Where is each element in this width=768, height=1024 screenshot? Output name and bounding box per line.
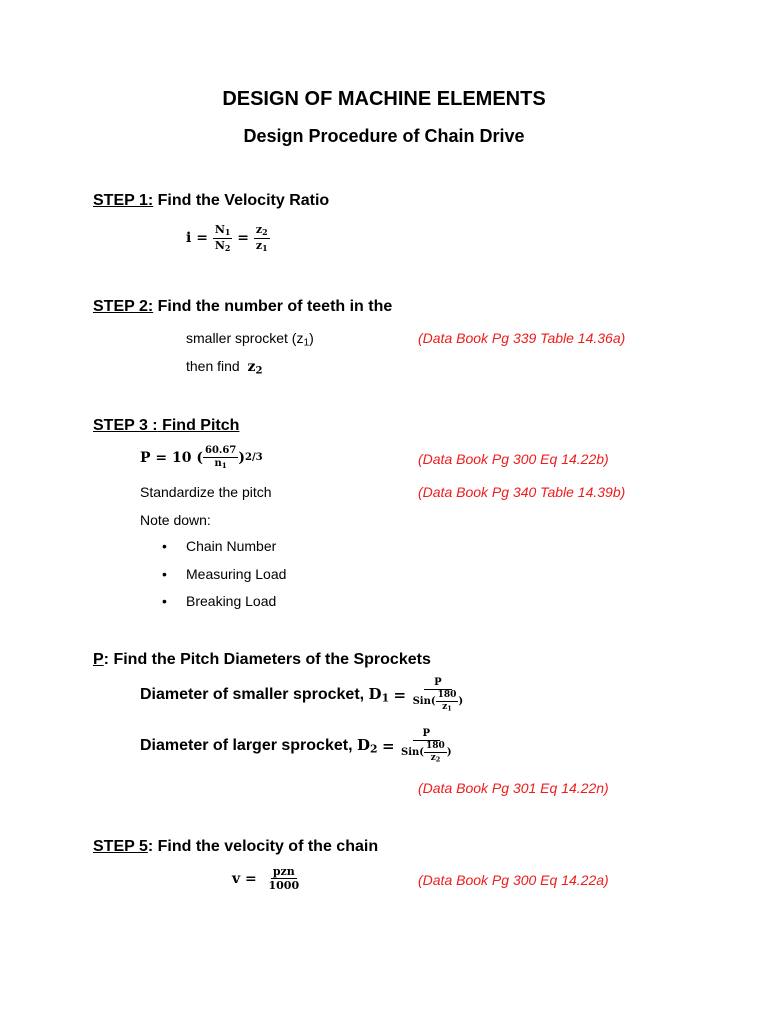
n1-symbol: N <box>214 223 225 236</box>
step3-formula-reference: (Data Book Pg 300 Eq 14.22b) <box>418 451 609 467</box>
z2-variable <box>248 359 263 375</box>
n2-symbol: N <box>214 238 225 252</box>
angle-numerator: 180 <box>437 690 457 700</box>
step1-number: STEP 1: <box>93 192 154 209</box>
d2-variable <box>357 736 378 756</box>
step3-title: Find Pitch <box>157 417 240 434</box>
angle-fraction <box>424 742 447 763</box>
d1-fraction <box>411 678 466 712</box>
z-symbol: z <box>430 753 436 763</box>
d1-variable <box>369 685 390 705</box>
d1-subscript: 1 <box>381 691 390 705</box>
ratio-equals: = <box>237 230 249 247</box>
sin-function: Sin( <box>412 695 436 707</box>
note-down-text: Note down: <box>140 512 211 528</box>
step2-number: STEP 2: <box>93 298 154 315</box>
step5-title: : Find the velocity of the chain <box>147 838 379 855</box>
d2-label: Diameter of larger sprocket, <box>140 737 353 755</box>
pitch-exponent: 2/3 <box>244 452 263 463</box>
step2-line2 <box>186 358 262 377</box>
step2-heading <box>93 298 392 316</box>
z-ratio-fraction <box>254 224 270 253</box>
pitch-symbol: P <box>140 449 151 466</box>
z-symbol: z <box>247 359 256 375</box>
step3-number: STEP 3 : <box>93 417 158 434</box>
z2-subscript: 2 <box>435 755 441 764</box>
bullet-item <box>162 593 277 609</box>
smaller-sprocket-text: smaller sprocket (z <box>186 330 304 346</box>
velocity-numerator: pzn <box>272 865 295 878</box>
pitch-formula <box>140 446 263 469</box>
bullet-item <box>162 538 277 554</box>
step1-title: Find the Velocity Ratio <box>153 192 330 209</box>
z1-subscript: 1 <box>262 243 268 253</box>
pitch-fraction <box>203 446 238 469</box>
velocity-lhs: v = <box>232 870 257 887</box>
velocity-fraction <box>267 866 302 891</box>
z2-symbol: z <box>255 223 263 236</box>
z1-subscript: 1 <box>447 704 452 713</box>
step4-number: P <box>93 651 104 668</box>
step5-heading <box>93 838 378 856</box>
pitch-close-paren: ) <box>238 449 245 466</box>
sin-close-paren: ) <box>446 746 452 758</box>
step5-number: STEP 5 <box>93 838 148 855</box>
n2-subscript: 2 <box>224 243 231 253</box>
bullet-icon: • <box>162 566 167 582</box>
n-symbol: n <box>214 458 222 469</box>
velocity-ratio-formula <box>186 224 270 253</box>
standardize-reference: (Data Book Pg 340 Table 14.39b) <box>418 484 626 500</box>
z2-subscript: 2 <box>262 227 268 237</box>
bullet-measuring-load: Measuring Load <box>186 566 287 582</box>
step1-heading <box>93 192 329 210</box>
close-paren: ) <box>309 330 314 346</box>
d-symbol: D <box>368 685 382 704</box>
step5-reference: (Data Book Pg 300 Eq 14.22a) <box>418 872 609 888</box>
then-find-text: then find <box>186 358 240 374</box>
d-symbol: D <box>356 736 370 755</box>
sin-function: Sin( <box>401 746 425 758</box>
document-title: DESIGN OF MACHINE ELEMENTS <box>222 88 546 110</box>
step2-title: Find the number of teeth in the <box>153 298 393 315</box>
standardize-pitch-text: Standardize the pitch <box>140 484 272 500</box>
d2-subscript: 2 <box>370 742 378 756</box>
d1-numerator: P <box>424 678 452 690</box>
bullet-item <box>162 566 287 582</box>
d1-formula <box>140 678 465 712</box>
bullet-icon: • <box>162 593 167 609</box>
n1-subscript: 1 <box>224 227 231 237</box>
d2-fraction <box>399 729 454 763</box>
sin-close-paren: ) <box>458 695 464 707</box>
angle-numerator: 180 <box>426 741 445 751</box>
step2-reference: (Data Book Pg 339 Table 14.36a) <box>418 330 626 346</box>
pitch-numerator: 60.67 <box>205 445 237 456</box>
d1-label: Diameter of smaller sprocket, <box>140 686 365 704</box>
z1-symbol: z <box>255 238 263 252</box>
bullet-chain-number: Chain Number <box>186 538 277 554</box>
document-subtitle: Design Procedure of Chain Drive <box>243 126 525 146</box>
angle-fraction <box>436 691 459 712</box>
pitch-equals: = 10 ( <box>155 449 203 466</box>
step3-heading <box>93 417 239 435</box>
step2-line1 <box>186 330 314 349</box>
d2-equals: = <box>381 737 395 756</box>
step4-title: : Find the Pitch Diameters of the Sprockets <box>103 651 431 668</box>
d2-numerator: P <box>413 729 441 741</box>
n1-subscript: 1 <box>221 460 227 470</box>
z1-subscript: 1 <box>303 337 310 349</box>
bullet-breaking-load: Breaking Load <box>186 593 277 609</box>
step4-reference: (Data Book Pg 301 Eq 14.22n) <box>418 780 609 796</box>
velocity-denominator: 1000 <box>268 879 300 892</box>
n-ratio-fraction <box>213 224 233 253</box>
velocity-formula <box>232 866 301 891</box>
z2-subscript: 2 <box>255 365 263 377</box>
z-symbol: z <box>442 702 448 712</box>
step4-heading <box>93 651 431 669</box>
d1-equals: = <box>393 686 407 705</box>
bullet-icon: • <box>162 538 167 554</box>
ratio-lhs: i = <box>186 230 208 247</box>
d2-formula <box>140 729 454 763</box>
